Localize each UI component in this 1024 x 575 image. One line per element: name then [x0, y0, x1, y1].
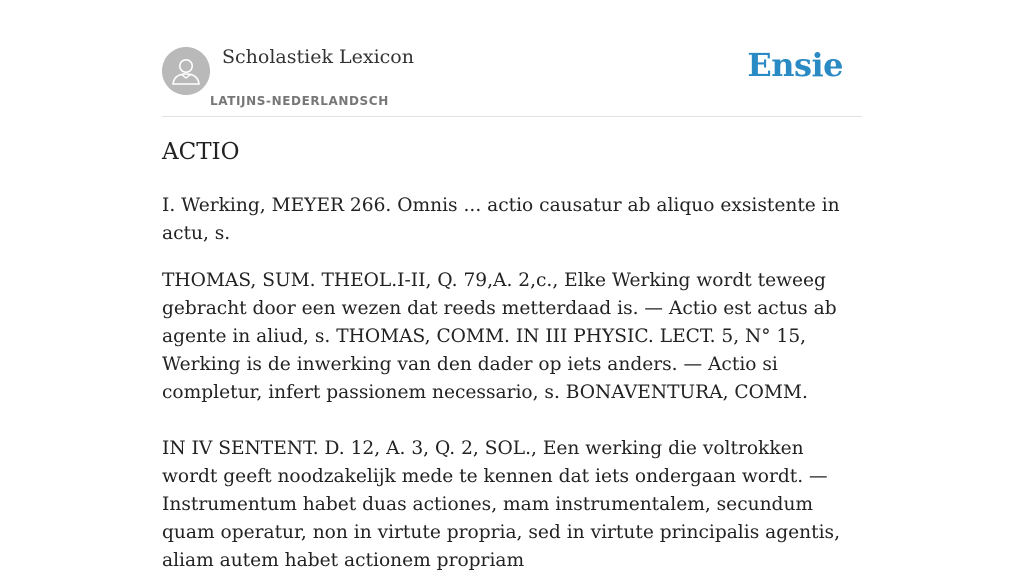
brand-logo[interactable]: Ensie: [747, 46, 843, 84]
page: [162, 0, 862, 571]
header: [162, 0, 862, 117]
entry-content: [162, 192, 862, 575]
entry-title: ACTIO: [162, 139, 240, 165]
entry-paragraph: THOMAS, SUM. THEOL.I-II, Q. 79,A. 2,c., Elke Werking wordt teweeg gebracht door een wezen dat reeds metterdaad is. — Actio est actus ab agente in aliud, s. THOMAS, COMM. IN III PHYSIC. LECT. 5, N° 15, Werking is de inwerking van den dader op iets anders. — Actio si completur, infert passionem necessario, s. BONAVENTURA, COMM.: [162, 270, 837, 403]
entry-paragraph: IN IV SENTENT. D. 12, A. 3, Q. 2, SOL., Een werking die voltrokken wordt geeft noodzakelijk mede te kennen dat iets ondergaan wordt. — Instrumentum habet duas actiones, mam instrumentalem, secundum quam operatur, non in virtute propria, sed in virtute principalis agentis, aliam autem habet actionem propriam: [162, 438, 840, 571]
entry-paragraph: I. Werking, MEYER 266. Omnis ... actio causatur ab aliquo exsistente in actu, s.: [162, 195, 840, 244]
user-placeholder-icon[interactable]: [162, 47, 210, 95]
site-title-link[interactable]: Scholastiek Lexicon: [222, 46, 414, 68]
site-subtitle: LATIJNS-NEDERLANDSCH: [210, 94, 389, 108]
